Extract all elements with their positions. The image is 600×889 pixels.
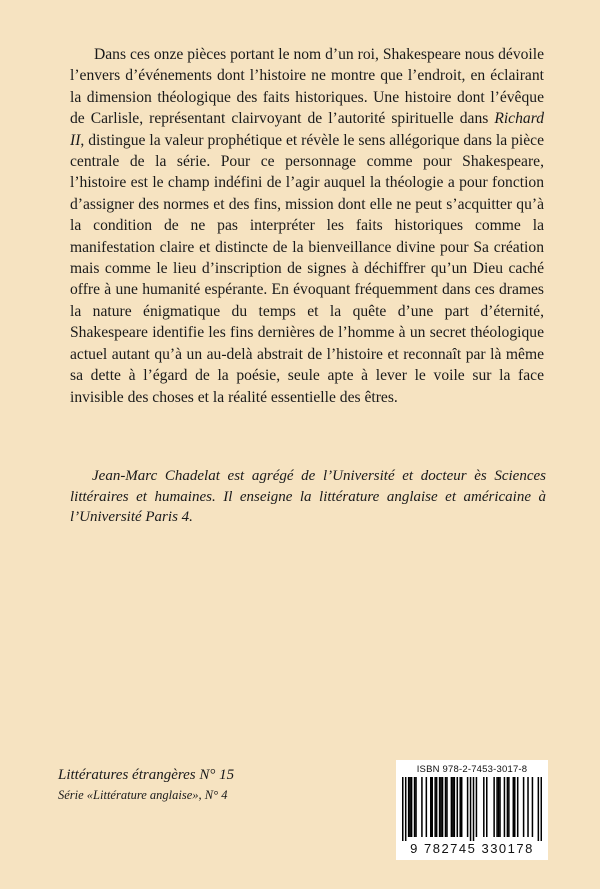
barcode-bar: [430, 777, 432, 837]
barcode-bar: [523, 777, 525, 837]
blurb-text-1: Dans ces onze pièces portant le nom d’un roi, Shakespeare nous dévoile l’envers d’événements dont l’histoire ne montre que l’endroit, en éclairant la dimension théologique des faits historiques. Une histoire dont l’évêque de Carlisle, représentant clairvoyant de l’autorité spirituelle dans: [70, 46, 544, 128]
barcode-bar: [532, 777, 534, 837]
barcode-bar: [454, 777, 456, 837]
barcode-bar: [496, 777, 498, 837]
isbn-label: ISBN 978-2-7453-3017-8: [416, 764, 528, 775]
barcode-bar: [517, 777, 519, 837]
barcode-bar: [405, 777, 407, 841]
barcode-bar: [436, 777, 438, 837]
series-info: [58, 765, 234, 805]
barcode-bar: [439, 777, 441, 837]
author-bio: Jean-Marc Chadelat est agrégé de l’Université et docteur ès Sciences littéraires et humaines. Il enseigne la littérature anglaise et américaine à l’Université Paris 4.: [70, 468, 546, 525]
barcode-bar: [470, 777, 472, 841]
barcode-bar: [514, 777, 516, 837]
barcode-bar: [408, 777, 410, 837]
barcode-bar: [451, 777, 453, 837]
barcode-bar: [473, 777, 475, 841]
barcode-bar: [402, 777, 404, 841]
blurb-text-2: , distingue la valeur prophétique et révèle le sens allégorique dans la pièce centrale de la série. Pour ce personnage comme pour Shakespeare, l’histoire est le champ indéfini de l’agir auquel la théologie a pour fonction d’assigner des normes et des fins, mission dont elle ne peut s’acquitter qu’à la condition de ne pas interpréter les faits historiques comme la manifestation claire et distincte de la bienveillance divine pour Sa création mais comme le lieu d’inscription de signes à déchiffrer qu’un Dieu caché offre à une humanité espérante. En évoquant fréquemment dans ces drames la nature énigmatique du temps et la quête d’une part d’éternité, Shakespeare identifie les fins dernières de l’homme à un secret théologique actuel autant qu’à un au-delà abstrait de l’histoire et reconnaît par là même sa dette à l’égard de la poésie, seule apte à lever le voile sur la face invisible des choses et la réalité essentielle des êtres.: [70, 131, 544, 406]
barcode-bar: [541, 777, 542, 841]
play-title-richard-ii: Richard II: [70, 110, 544, 149]
barcode-bars: [402, 777, 542, 841]
barcode-bar: [452, 777, 454, 837]
barcode-bar: [527, 777, 529, 837]
barcode-bar: [431, 777, 433, 837]
barcode-bar: [446, 777, 448, 837]
barcode-bar: [493, 777, 495, 837]
barcode-bar: [461, 777, 463, 837]
ean-digits: 9 782745 330178: [410, 841, 534, 856]
barcode-bar: [507, 777, 509, 837]
barcode-bar: [459, 777, 461, 837]
barcode-bar: [440, 777, 442, 837]
barcode-bar: [415, 777, 417, 837]
barcode-bar: [426, 777, 428, 837]
barcode-bar: [486, 777, 488, 837]
back-cover-blurb: [70, 44, 544, 408]
barcode-bar: [483, 777, 485, 837]
barcode-bar: [538, 777, 540, 841]
barcode-bar: [508, 777, 510, 837]
barcode-bar: [414, 777, 416, 837]
barcode-bar: [421, 777, 423, 837]
barcode-bar: [499, 777, 501, 837]
barcode-bar: [457, 777, 459, 837]
barcode-bar: [442, 777, 444, 837]
barcode-bar: [504, 777, 506, 837]
barcode-bar: [476, 777, 478, 837]
barcode-bar: [513, 777, 515, 837]
isbn-barcode: [396, 760, 548, 860]
barcode-bar: [498, 777, 500, 837]
subseries-label: Série «Littérature anglaise», N° 4: [58, 788, 228, 802]
barcode-bar: [409, 777, 411, 837]
barcode-bar: [411, 777, 413, 837]
barcode-bar: [434, 777, 436, 837]
collection-label: Littératures étrangères N° 15: [58, 767, 235, 783]
barcode-bar: [445, 777, 447, 837]
barcode-bar: [467, 777, 469, 837]
